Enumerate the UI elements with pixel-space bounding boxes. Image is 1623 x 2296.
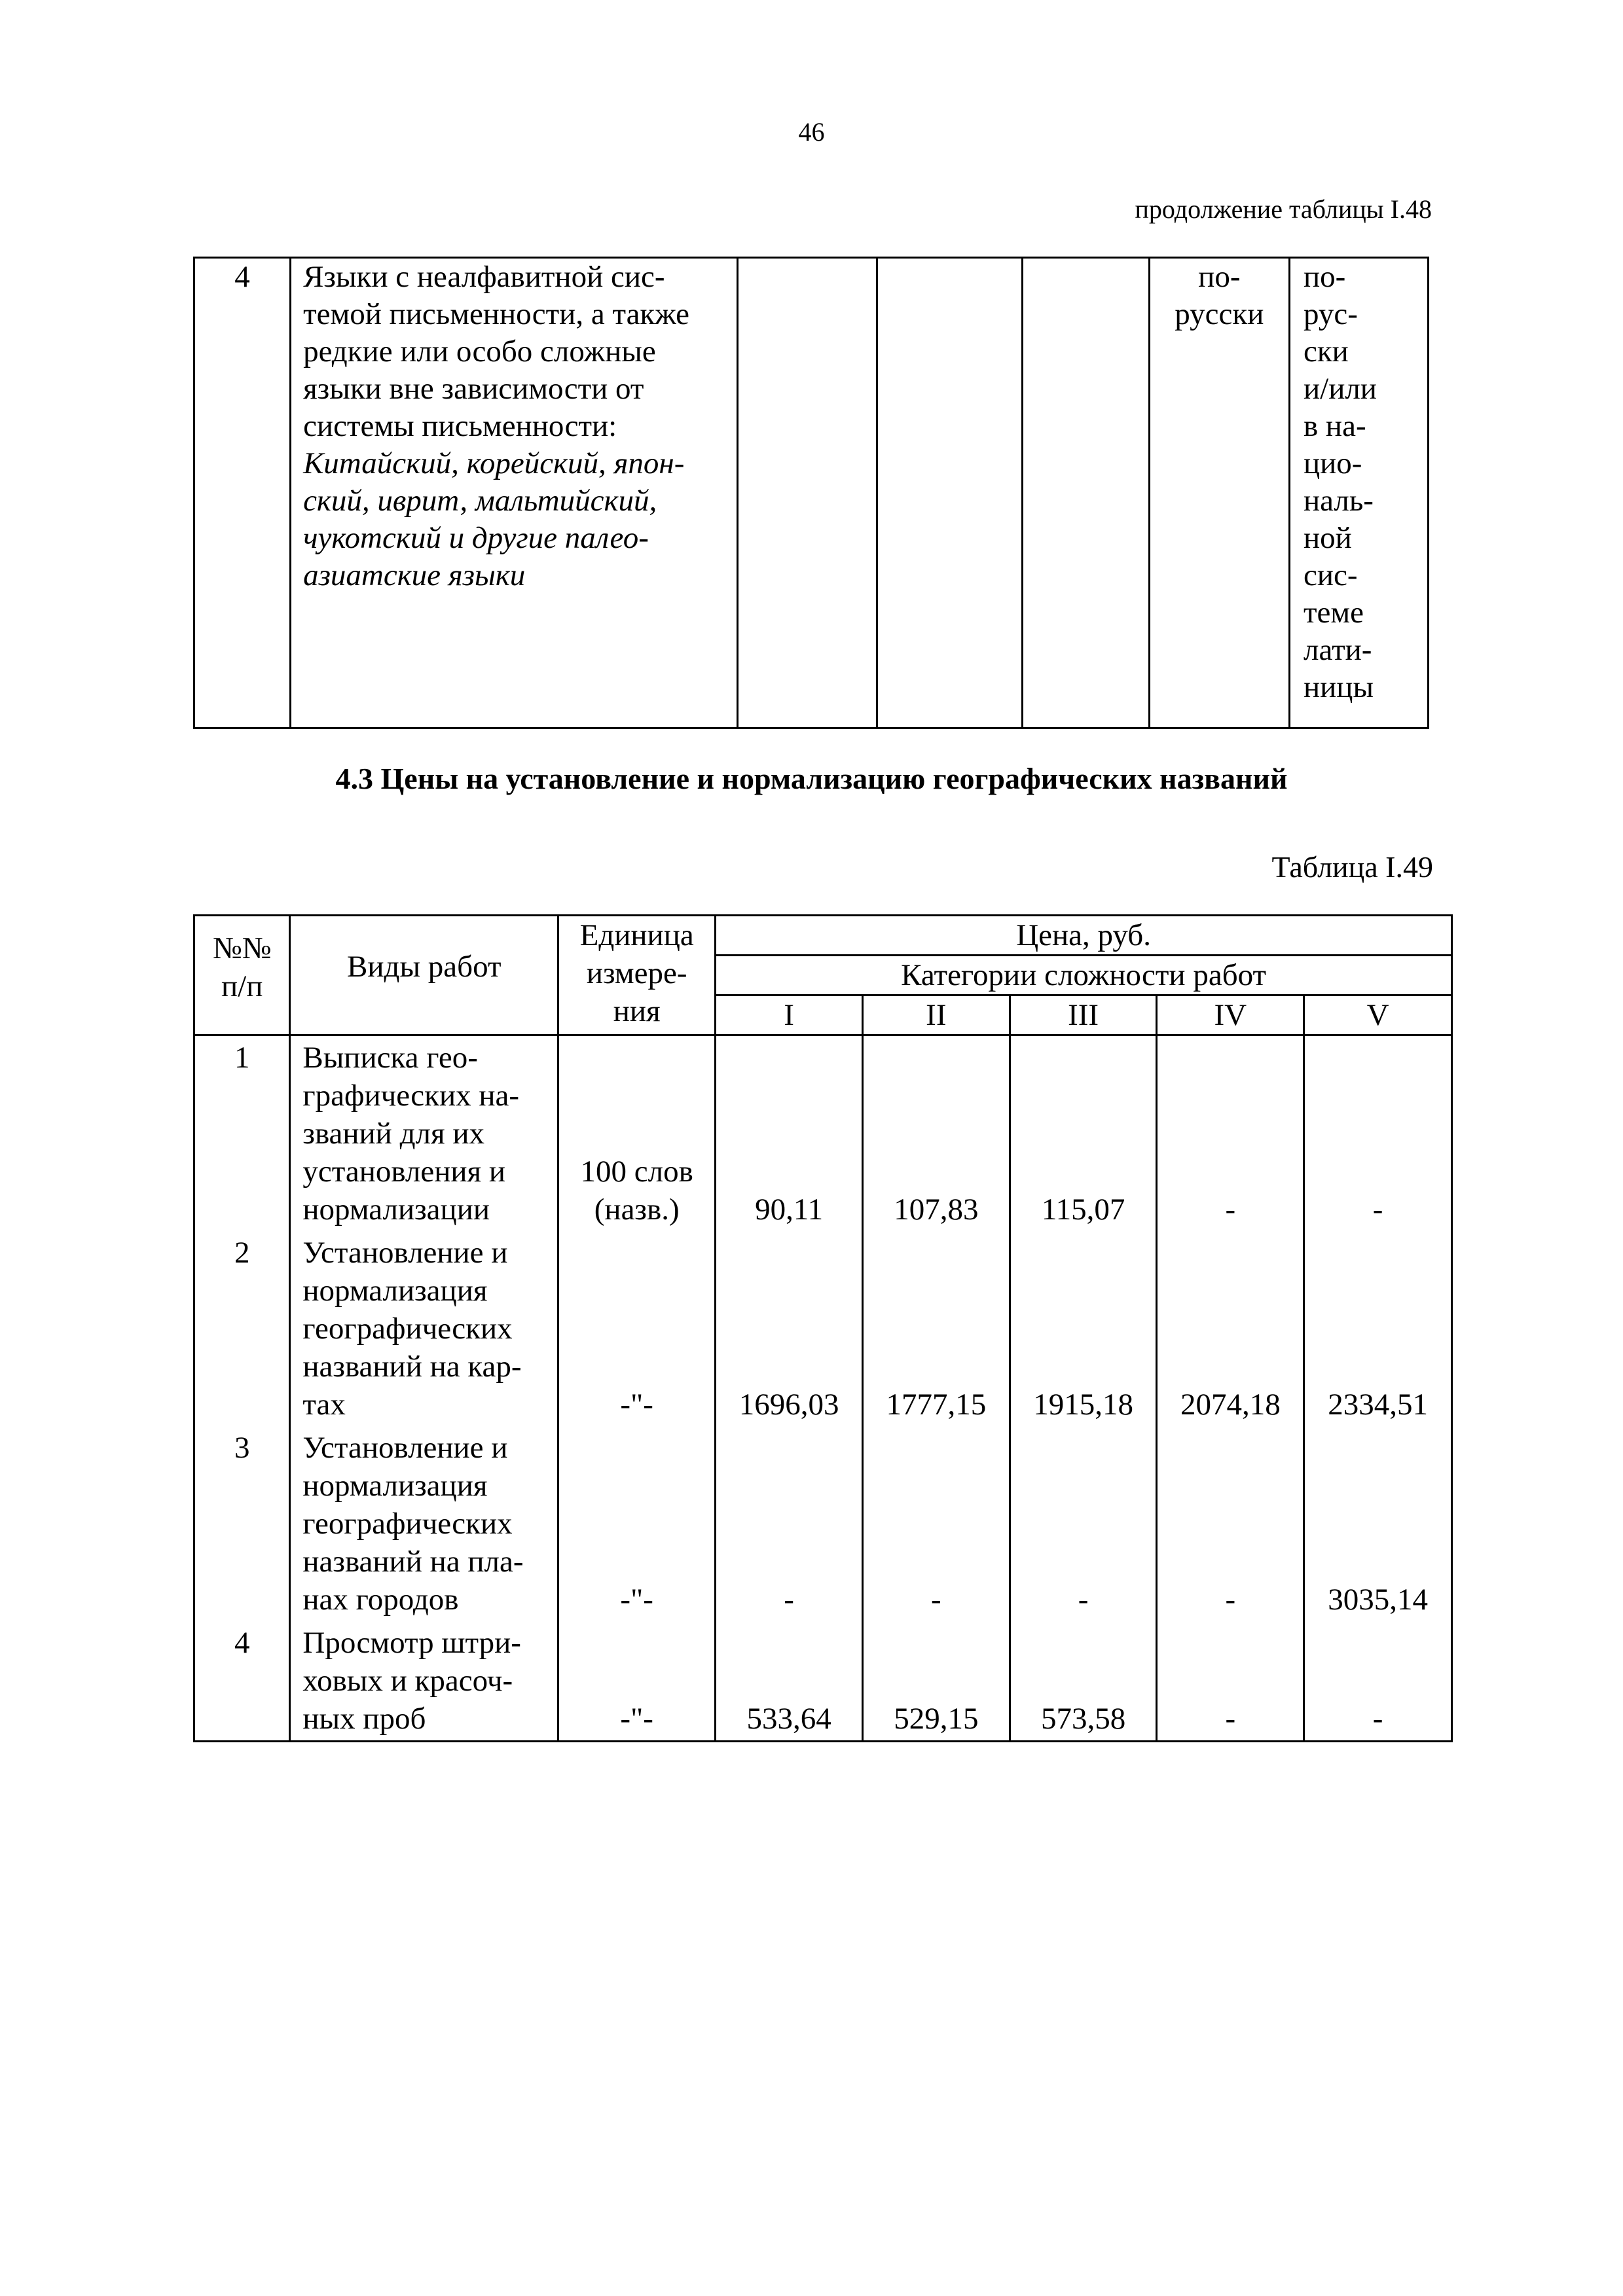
price-cat-5: 3035,14 [1304, 1426, 1452, 1621]
page-number: 46 [798, 117, 825, 147]
header-category-1: I [716, 996, 863, 1035]
header-category-5: V [1304, 996, 1452, 1035]
price-cat-2: 107,83 [862, 1035, 1010, 1232]
unit [558, 1035, 716, 1232]
price-cat-4: - [1157, 1621, 1304, 1742]
language-russian-cell [1149, 258, 1289, 728]
language-latin-cell [1289, 258, 1428, 728]
price-cat-2: 529,15 [862, 1621, 1010, 1742]
header-price: Цена, руб. [716, 916, 1452, 956]
header-unit [558, 916, 716, 1035]
language-description-italic: Китайский, корейский, япон- ский, иврит, мальтийский, чукотский и другие палео- азиатские языки [303, 446, 685, 592]
header-category-3: III [1010, 996, 1157, 1035]
row-number: 4 [194, 1621, 290, 1742]
row-number: 2 [194, 1231, 290, 1426]
work-type [290, 1231, 558, 1426]
table-row [194, 1426, 1452, 1621]
price-cat-1: 1696,03 [716, 1231, 863, 1426]
work-type-text: Установление и нормализация географических названий на кар- тах [302, 1236, 522, 1422]
work-type-text: Установление и нормализация географических названий на пла- нах городов [302, 1431, 524, 1617]
price-cat-3: 573,58 [1010, 1621, 1157, 1742]
work-type [290, 1426, 558, 1621]
price-cat-4: - [1157, 1426, 1304, 1621]
row-number-cell: 4 [194, 258, 291, 728]
header-unit-text: Единица измере- ния [579, 918, 694, 1028]
table-label: Таблица I.49 [1271, 850, 1433, 884]
empty-cell [1023, 258, 1150, 728]
unit: -"- [558, 1426, 716, 1621]
language-description-cell [291, 258, 738, 728]
header-work-types [290, 916, 558, 1035]
price-cat-4: 2074,18 [1157, 1231, 1304, 1426]
language-latin-text: по- рус- ски и/или в на- цио- наль- ной сис- теме лати- ницы [1303, 260, 1377, 704]
header-category-4: IV [1157, 996, 1304, 1035]
price-cat-5: 2334,51 [1304, 1231, 1452, 1426]
price-cat-1: - [716, 1426, 863, 1621]
price-cat-2: - [862, 1426, 1010, 1621]
empty-cell [877, 258, 1022, 728]
work-type [290, 1035, 558, 1232]
price-cat-1: 533,64 [716, 1621, 863, 1742]
unit: -"- [558, 1621, 716, 1742]
section-title: 4.3 Цены на установление и нормализацию географических названий [335, 762, 1288, 795]
table-row [194, 258, 1429, 728]
work-type-text: Просмотр штри- ховых и красоч- ных проб [302, 1626, 521, 1736]
header-number [194, 916, 290, 1035]
header-categories: Категории сложности работ [716, 956, 1452, 996]
price-cat-2: 1777,15 [862, 1231, 1010, 1426]
table-continuation-label: продолжение таблицы I.48 [1135, 194, 1432, 224]
language-description-plain: Языки с неалфавитной сис- темой письменности, а также редкие или особо сложные языки вне зависимости от системы письменности: [303, 260, 689, 443]
row-number: 1 [194, 1035, 290, 1232]
unit-text: 100 слов (назв.) [580, 1155, 693, 1227]
price-cat-5: - [1304, 1621, 1452, 1742]
table-49 [193, 914, 1453, 1742]
price-cat-3: 115,07 [1010, 1035, 1157, 1232]
table-48-continuation [193, 257, 1429, 729]
price-cat-1: 90,11 [716, 1035, 863, 1232]
table-row [194, 1621, 1452, 1742]
price-cat-5: - [1304, 1035, 1452, 1232]
header-number-text: №№ п/п [212, 931, 272, 1003]
unit: -"- [558, 1231, 716, 1426]
table-row [194, 1231, 1452, 1426]
price-cat-3: 1915,18 [1010, 1231, 1157, 1426]
table-row [194, 1035, 1452, 1232]
price-cat-3: - [1010, 1426, 1157, 1621]
work-type [290, 1621, 558, 1742]
work-type-text: Выписка гео- графических на- званий для их установления и нормализации [302, 1041, 520, 1227]
price-cat-4: - [1157, 1035, 1304, 1232]
table-header-row [194, 916, 1452, 956]
header-category-2: II [862, 996, 1010, 1035]
header-work-types-text: Виды работ [347, 950, 501, 984]
row-number: 3 [194, 1426, 290, 1621]
language-russian-text: по- русски [1175, 260, 1264, 331]
empty-cell [738, 258, 877, 728]
